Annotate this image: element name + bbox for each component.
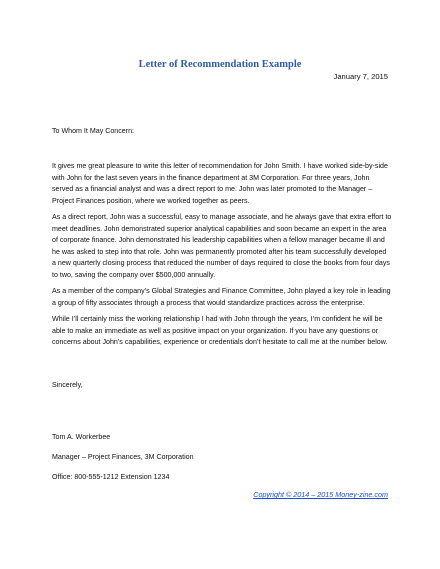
paragraph-1: It gives me great pleasure to write this letter of recommendation for John Smith. I have worked side-by-side with John for the last seven years in the finance department at 3M Corporation. For three years, John served as a financial analyst and was a direct report to me. John was later promoted to the Manager – Project Finances position, where we worked together as peers.: [52, 162, 388, 205]
body-paragraphs: [52, 161, 392, 349]
signature-office: Office: 800-555-1212 Extension 1234: [52, 473, 170, 481]
signature-name: Tom A. Workerbee: [52, 433, 111, 441]
paragraph-2: As a direct report, John was a successful, easy to manage associate, and he always gave that extra effort to meet deadlines. John demonstrated superior analytical capabilities and soon became an expert in the area of corporate finance. John demonstrated his leadership capabilities when a fellow manager became ill and he was asked to step into that role. John was permanently promoted after his team successfully developed a new quarterly closing process that reduced the number of days required to close the books from four days to two, saving the company over $500,000 annually.: [52, 213, 392, 279]
closing: Sincerely,: [52, 381, 83, 389]
paragraph-4: While I’ll certainly miss the working relationship I had with John through the years, I’m confident he will be able to make an immediate as well as positive impact on your organization. If you have any questions or concerns about John’s capabilities, experience or credentials don’t hesitate to call me at the number below.: [52, 315, 388, 346]
salutation: To Whom It May Concern:: [52, 127, 134, 135]
letter-title: Letter of Recommendation Example: [138, 59, 302, 70]
signature-title: Manager – Project Finances, 3M Corporation: [52, 453, 194, 461]
copyright-link[interactable]: Copyright © 2014 – 2015 Money-zine.com: [253, 490, 388, 499]
letter-date: January 7, 2015: [333, 72, 388, 81]
paragraph-3: As a member of the company’s Global Strategies and Finance Committee, John played a key role in leading a group of fifty associates through a process that would standardize practices across the enterprise.: [52, 287, 391, 307]
